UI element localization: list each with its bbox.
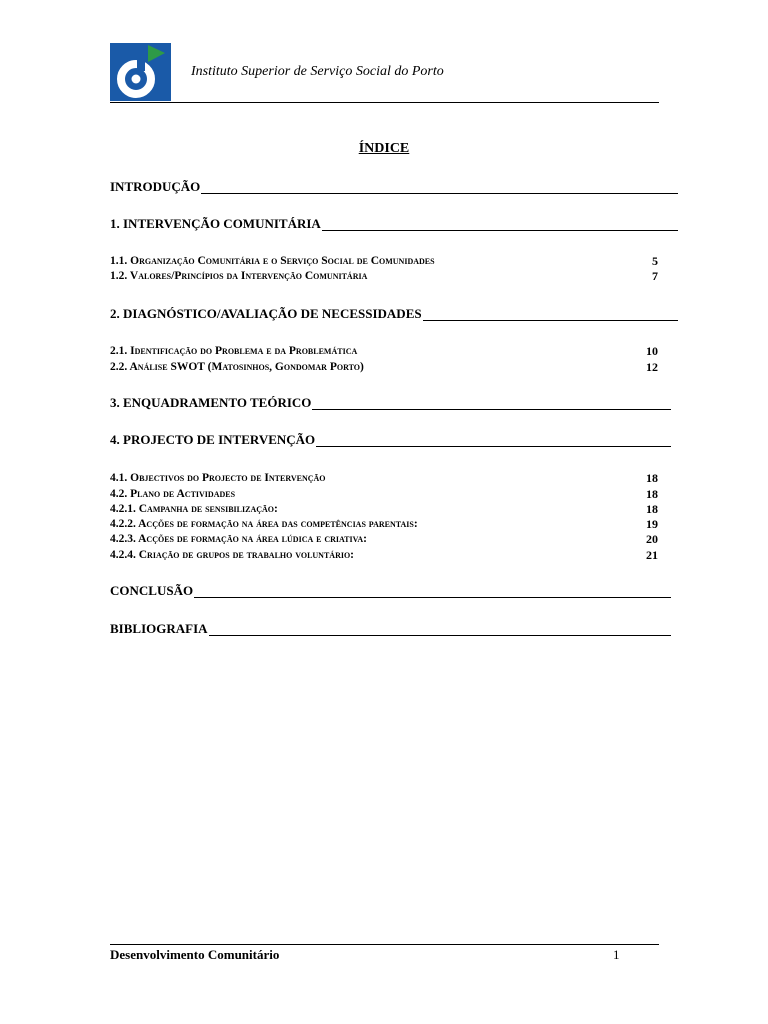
- toc-heading-projecto[interactable]: [110, 432, 671, 447]
- page-title: [0, 141, 768, 157]
- toc-entry-label: 2.2. Análise SWOT (Matosinhos, Gondomar Porto): [110, 361, 364, 373]
- toc-heading-label: BIBLIOGRAFIA: [110, 621, 208, 636]
- toc-entry-page: 12: [646, 360, 658, 374]
- toc-entry-page: 18: [646, 502, 658, 516]
- page-number: 1: [613, 947, 620, 962]
- institute-name: Instituto Superior de Serviço Social do Porto: [191, 64, 444, 79]
- toc-heading-introducao[interactable]: [110, 179, 678, 194]
- toc-entry-page: 21: [646, 548, 658, 562]
- toc-entry-label: 1.2. Valores/Princípios da Intervenção Comunitária: [110, 270, 368, 282]
- toc-entry[interactable]: [110, 531, 659, 547]
- footer-title: Desenvolvimento Comunitário: [110, 947, 280, 962]
- toc-heading-intervencao-comunitaria[interactable]: [110, 216, 678, 231]
- toc-entry[interactable]: [110, 486, 659, 502]
- toc-entry-page: 18: [646, 487, 658, 501]
- toc-entry[interactable]: [110, 268, 659, 284]
- toc-entry[interactable]: [110, 359, 659, 375]
- toc-entry-label: 4.2.3. Acções de formação na área lúdica e criativa:: [110, 533, 367, 545]
- toc-entry[interactable]: [110, 470, 659, 486]
- toc-heading-label: 3. ENQUADRAMENTO TEÓRICO: [110, 395, 312, 410]
- toc-heading-label: 2. DIAGNÓSTICO/AVALIAÇÃO DE NECESSIDADES: [110, 306, 422, 321]
- toc-heading-enquadramento[interactable]: [110, 395, 671, 410]
- toc-heading-label: 4. PROJECTO DE INTERVENÇÃO: [110, 432, 316, 447]
- toc-entry[interactable]: [110, 253, 659, 269]
- toc-entry-label: 4.1. Objectivos do Projecto de Intervenção: [110, 472, 326, 484]
- toc-entry-page: 20: [646, 532, 658, 546]
- toc-heading-label: 1. INTERVENÇÃO COMUNITÁRIA: [110, 216, 321, 231]
- toc-heading-label: INTRODUÇÃO: [110, 179, 201, 194]
- toc-entry[interactable]: [110, 516, 659, 532]
- toc-entry-label: 4.2.1. Campanha de sensibilização:: [110, 503, 278, 515]
- footer-divider: [110, 944, 659, 945]
- toc-entry[interactable]: [110, 547, 659, 563]
- page-title-text: ÍNDICE: [358, 141, 410, 156]
- toc-entry-page: 18: [646, 471, 658, 485]
- header-divider: [110, 102, 659, 103]
- toc-entry-label: 4.2. Plano de Actividades: [110, 488, 236, 500]
- toc-entry-page: 5: [652, 254, 658, 268]
- toc-heading-diagnostico[interactable]: [110, 306, 678, 321]
- toc-heading-bibliografia[interactable]: [110, 621, 671, 636]
- institute-logo: [110, 43, 171, 101]
- toc-entry-label: 2.1. Identificação do Problema e da Problemática: [110, 345, 358, 357]
- toc-heading-label: CONCLUSÃO: [110, 583, 194, 598]
- toc-entry-page: 19: [646, 517, 658, 531]
- toc-entry-label: 1.1. Organização Comunitária e o Serviço Social de Comunidades: [110, 255, 435, 267]
- toc-heading-conclusao[interactable]: [110, 583, 671, 598]
- toc-entry-label: 4.2.4. Criação de grupos de trabalho voluntário:: [110, 549, 355, 561]
- toc-entry[interactable]: [110, 501, 659, 517]
- toc-entry[interactable]: [110, 343, 659, 359]
- toc-entry-page: 7: [652, 269, 658, 283]
- toc-entry-page: 10: [646, 344, 658, 358]
- toc-entry-label: 4.2.2. Acções de formação na área das competências parentais:: [110, 518, 418, 530]
